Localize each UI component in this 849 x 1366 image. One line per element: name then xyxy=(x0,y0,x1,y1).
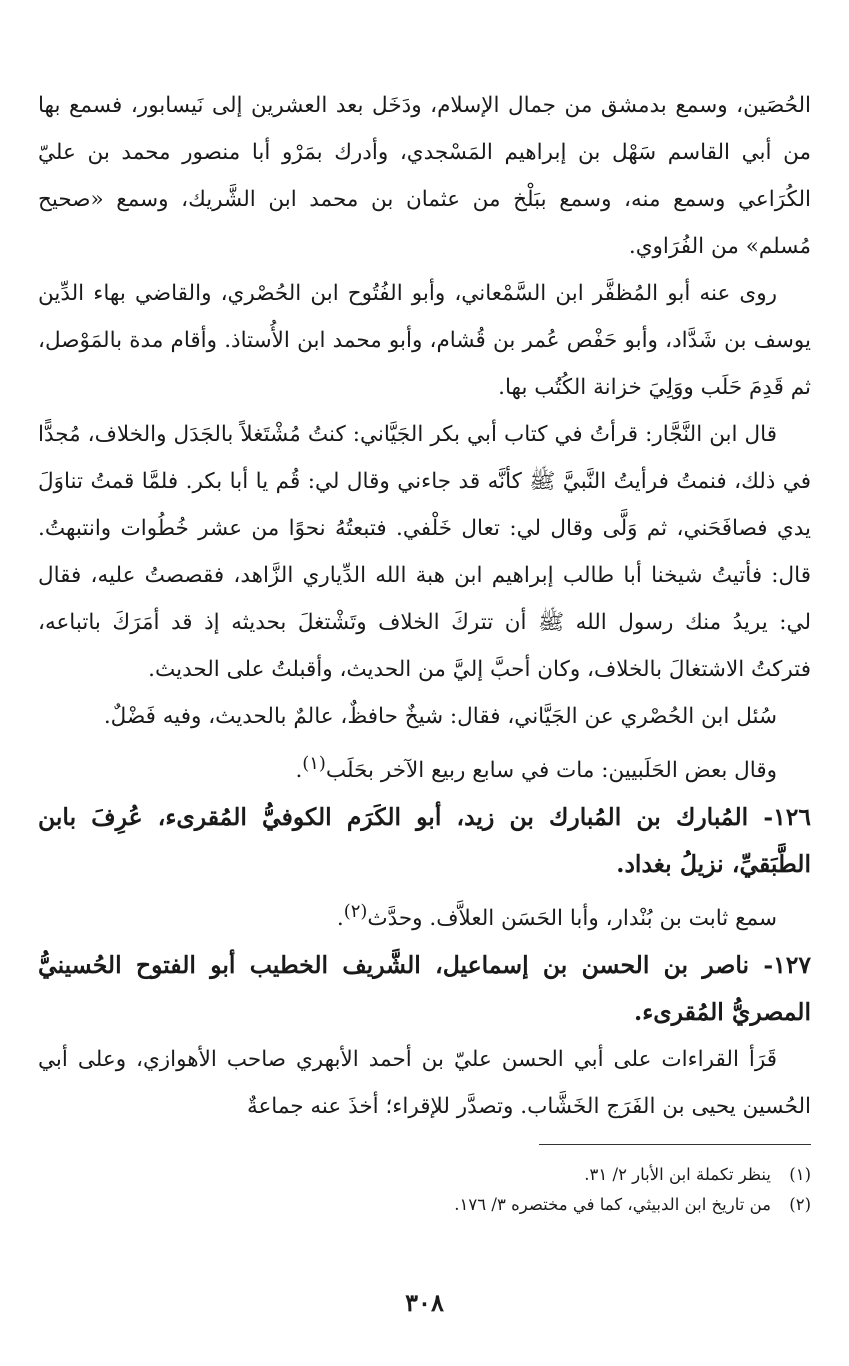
paragraph-2: روى عنه أبو المُظفَّر ابن السَّمْعاني، وأبو الفُتُوح ابن الحُصْري، والقاضي بهاء الدِّين يوسف بن شَدَّاد، وأبو حَفْص عُمر بن قُشام، وأبو محمد ابن الأُستاذ. وأقام مدة بالمَوْصل، ثم قَدِمَ حَلَب ووَلِيَ خزانة الكُتُب بها. xyxy=(38,281,811,400)
entry-heading-126 xyxy=(38,794,811,888)
footnote-2 xyxy=(38,1190,811,1220)
paragraph-6 xyxy=(38,888,811,942)
footnote-mark-2: (٢) xyxy=(789,1195,811,1214)
paragraph-5-tail: . xyxy=(295,758,303,784)
paragraph-5 xyxy=(38,740,811,794)
paragraph-1: الحُصَين، وسمع بدمشق من جمال الإسلام، ودَخَل بعد العشرين إلى نَيسابور، فسمع بها من أبي القاسم سَهْل بن إبراهيم المَسْجدي، وأدرك بمَرْو أبا منصور محمد بن عليّ الكُرَاعي وسمع منه، وسمع ببَلْخ من عثمان بن محمد ابن الشَّريك، وسمع «صحيح مُسلم» من الفُرَاوي. xyxy=(38,93,811,259)
entry-title-127: ناصر بن الحسن بن إسماعيل، الشَّريف الخطيب أبو الفتوح الحُسينيُّ المصريُّ المُقرىء. xyxy=(38,951,811,1027)
paragraph-5-text: وقال بعض الحَلَبيين: مات في سابع ربيع الآخر بحَلَب xyxy=(325,758,777,784)
entry-number-127: ١٢٧- xyxy=(763,951,812,980)
footnote-text-1: ينظر تكملة ابن الأبار ٢/ ٣١. xyxy=(584,1165,771,1184)
paragraph-3: قال ابن النَّجَّار: قرأتُ في كتاب أبي بكر الجَيَّاني: كنتُ مُشْتَغلاً بالجَدَل والخلاف، مُجدًّا في ذلك، فنمتُ فرأيتُ النَّبيَّ ﷺ كأنَّه قد جاءني وقال لي: قُم يا أبا بكر. فلمَّا قمتُ تناوَلَ يدي فصافَحَني، ثم وَلَّى وقال لي: تعال خَلْفي. فتبعتُهُ نحوًا من عشر خُطُوات وانتبهتُ. قال: فأتيتُ شيخنا أبا طالب إبراهيم ابن هبة الله الدِّياري الزَّاهد، فقصصتُ عليه، فقال لي: يريدُ منك رسول الله ﷺ أن تتركَ الخلاف وتَشْتغلَ بحديثه إذ قد أمَرَكَ باتباعه، فتركتُ الاشتغالَ بالخلاف، وكان أحبَّ إليَّ من الحديث، وأقبلتُ على الحديث. xyxy=(38,422,811,682)
entry-number-126: ١٢٦- xyxy=(763,803,811,832)
entry-title-126: المُبارك بن المُبارك بن زيد، أبو الكَرَم الكوفيُّ المُقرىء، عُرِفَ بابن الطَّبَقيِّ، نزيلُ بغداد. xyxy=(38,803,811,879)
footnote-ref-1[interactable]: (١) xyxy=(302,753,326,774)
footnote-divider xyxy=(539,1144,811,1145)
paragraph-6-tail: . xyxy=(336,906,344,932)
paragraph-7: قَرَأ القراءات على أبي الحسن عليّ بن أحمد الأبهري صاحب الأهوازي، وعلى أبي الحُسين يحيى بن الفَرَج الخَشَّاب. وتصدَّر للإقراء؛ أخذَ عنه جماعةٌ xyxy=(38,1047,811,1120)
main-text xyxy=(38,82,811,1130)
footnote-mark-1: (١) xyxy=(789,1165,811,1184)
page-number: ٣٠٨ xyxy=(405,1288,444,1317)
footnote-text-2: من تاريخ ابن الدبيثي، كما في مختصره ٣/ ١٧٦. xyxy=(454,1195,771,1214)
entry-heading-127 xyxy=(38,942,811,1036)
footnote-ref-2[interactable]: (٢) xyxy=(343,901,368,923)
footnote-1 xyxy=(38,1160,811,1190)
paragraph-4: سُئل ابن الحُصْري عن الجَيَّاني، فقال: شيخٌ حافظٌ، عالمٌ بالحديث، وفيه فَضْلٌ. xyxy=(103,704,777,729)
footnotes xyxy=(38,1160,811,1220)
paragraph-6-text: سمع ثابت بن بُنْدار، وأبا الحَسَن العلاَّف. وحدَّث xyxy=(367,906,777,932)
